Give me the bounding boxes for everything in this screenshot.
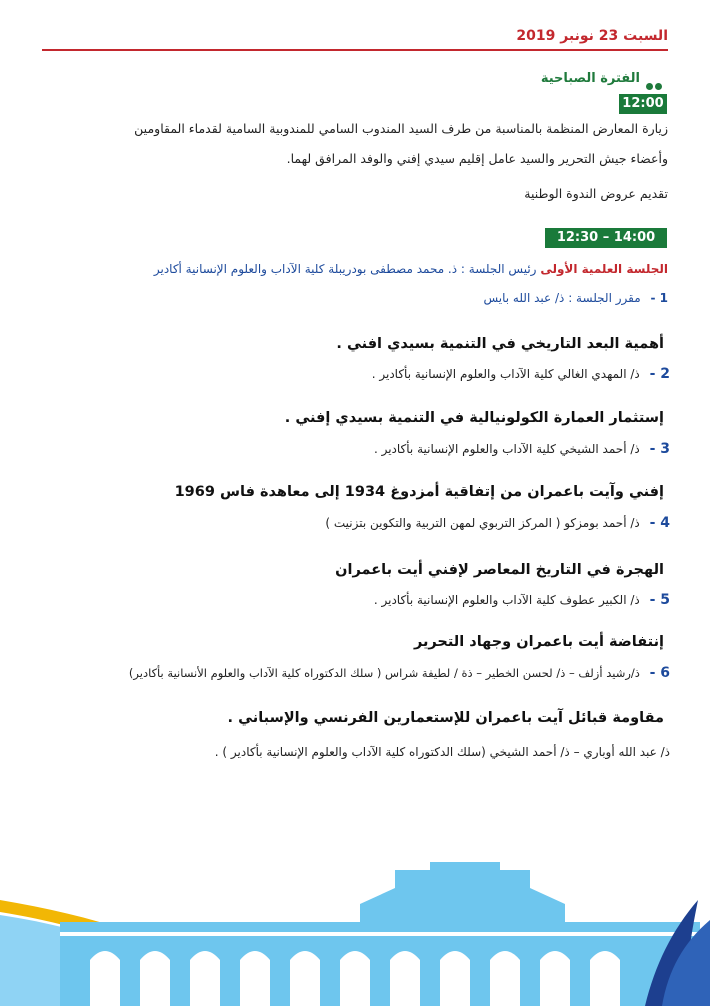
talk-speaker-row (40, 441, 670, 457)
talk-speaker-row (40, 665, 670, 681)
talk-speaker-row (40, 745, 670, 759)
page-date: السبت 23 نونبر 2019 (516, 28, 668, 44)
item-number: 1 - (650, 291, 668, 305)
session-reporter-line (40, 291, 668, 305)
session-chair: رئيس الجلسة : ذ. محمد مصطفى بودريبلة كلية الآداب والعلوم الإنسانية أكادير (153, 262, 537, 276)
talk-title: إنتفاضة أيت باعمران وجهاد التحرير (413, 634, 664, 650)
talk-title: مقاومة قبائل آيت باعمران للإستعمارين الفرنسي والإسباني . (227, 710, 664, 726)
period-label: الفترة الصباحية (540, 71, 640, 86)
item-number: 2 - (649, 366, 670, 382)
item-number: 6 - (649, 665, 670, 681)
item-number: 4 - (649, 515, 670, 531)
talk-speaker: ذ/رشيد أزلف – ذ/ لحسن الخطير – ذة / لطيفة شراس ( سلك الدكتوراه كلية الآداب والعلوم الأنسانية بأكادير) (128, 666, 640, 680)
double-dot-icon (644, 75, 666, 85)
item-number: 5 - (649, 592, 670, 608)
talk-speaker: ذ/ عبد الله أوباري – ذ/ أحمد الشيخي (سلك الدكتوراه كلية الآداب والعلوم الإنسانية بأكادير ) . (214, 745, 670, 759)
talk-speaker: ذ/ المهدي الغالي كلية الآداب والعلوم الإنسانية بأكادير . (371, 367, 640, 381)
national-talks-line: تقديم عروض الندوة الوطنية (524, 186, 668, 201)
talk-speaker: ذ/ الكبير عطوف كلية الآداب والعلوم الإنسانية بأكادير . (373, 593, 640, 607)
item-number: 3 - (649, 441, 670, 457)
talk-title: إفني وآيت باعمران من إتفاقية أمزدوغ 1934 إلى معاهدة فاس 1969 (174, 484, 664, 500)
time-badge-session: 12:30 – 14:00 (545, 228, 667, 248)
talk-speaker-row (40, 515, 670, 531)
talk-speaker-row (40, 366, 670, 382)
session-reporter: مقرر الجلسة : ذ/ عبد الله بايس (483, 291, 641, 305)
talk-title: أهمية البعد التاريخي في التنمية بسيدي افني . (336, 336, 664, 352)
session-label: الجلسة العلمية الأولى (540, 262, 668, 276)
talk-title: الهجرة في التاريخ المعاصر لإفني أيت باعمران (335, 562, 664, 578)
arch-bridge-emblem (0, 860, 710, 1006)
session-chair-line (40, 262, 668, 276)
header-divider (42, 49, 668, 51)
talk-speaker: ذ/ أحمد الشيخي كلية الآداب والعلوم الإنسانية بأكادير . (373, 442, 640, 456)
talk-speaker: ذ/ أحمد بومزكو ( المركز التربوي لمهن التربية والتكوين بتزنيت ) (325, 516, 640, 530)
talk-title: إستثمار العمارة الكولونيالية في التنمية بسيدي إفني . (284, 410, 664, 426)
visit-line-2: وأعضاء جيش التحرير والسيد عامل إقليم سيدي إفني والوفد المرافق لهما. (286, 151, 668, 166)
time-badge-morning: 12:00 (619, 94, 667, 114)
talk-speaker-row (40, 592, 670, 608)
visit-line-1: زيارة المعارض المنظمة بالمناسبة من طرف السيد المندوب السامي للمندوبية السامية لقدماء المقاومين (134, 121, 668, 136)
